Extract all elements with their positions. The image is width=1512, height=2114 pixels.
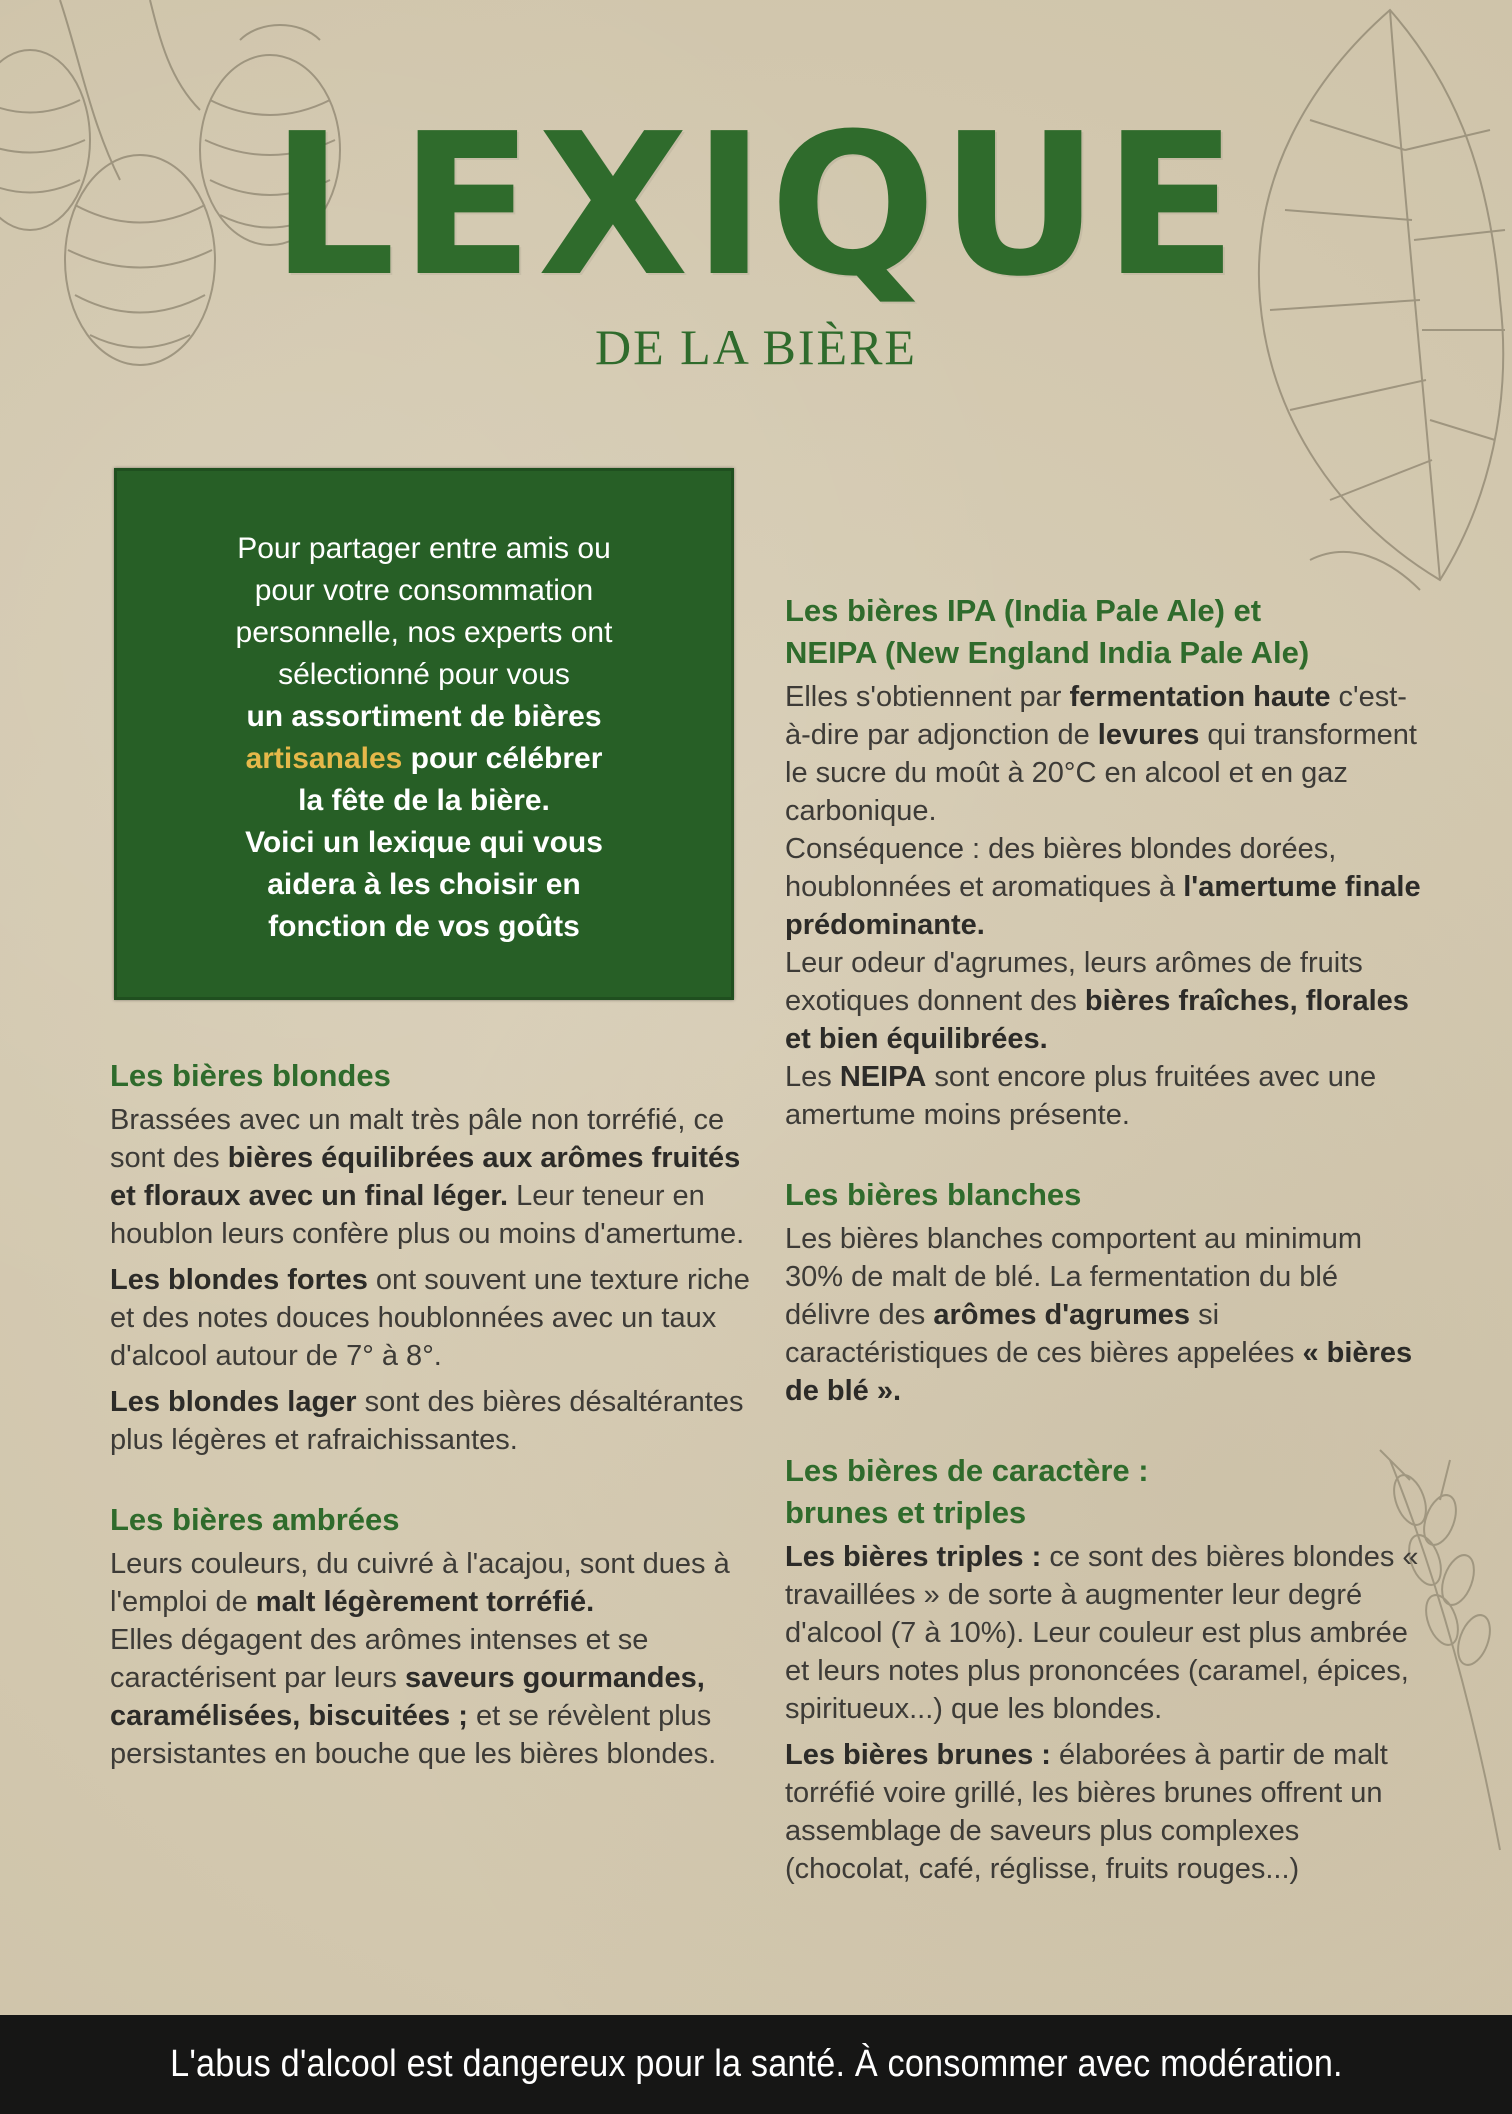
paragraph: Elles dégagent des arômes intenses et se caractérisent par leurs saveurs gourmandes, caramélisées, biscuitées ; et se révèlent plus persistantes en bouche que les bières blondes. [110, 1624, 717, 1770]
section-heading: Les bières blanches [785, 1177, 1082, 1212]
paragraph: Les bières brunes : élaborées à partir de malt torréfié voire grillé, les bières brunes offrent un assemblage de saveurs plus complexes (chocolat, café, réglisse, fruits rouges...) [785, 1739, 1388, 1885]
section-blanches [785, 1174, 1425, 1410]
health-warning-banner [0, 2015, 1512, 2114]
paragraph: Les blondes lager sont des bières désaltérantes plus légères et rafraichissantes. [110, 1386, 744, 1456]
intro-line: pour votre consommation [254, 574, 594, 607]
section-heading: Les bières blondes [110, 1058, 391, 1093]
paragraph: Les bières triples : ce sont des bières blondes « travaillées » de sorte à augmenter leur degré d'alcool (7 à 10%). Leur couleur est plus ambrée et leurs notes plus prononcées (caramel, épices, spiritueux...) que les blondes. [785, 1541, 1419, 1725]
intro-highlight: artisanales [245, 742, 403, 775]
page-title: LEXIQUE [270, 92, 1242, 320]
intro-line-highlight [142, 738, 706, 780]
section-caractere [785, 1450, 1425, 1888]
intro-line: Pour partager entre amis ou [237, 532, 611, 565]
left-column [110, 1055, 750, 1813]
right-column [785, 590, 1425, 1928]
paragraph: Les NEIPA sont encore plus fruitées avec une amertume moins présente. [785, 1061, 1377, 1131]
paragraph: Leurs couleurs, du cuivré à l'acajou, sont dues à l'emploi de malt légèrement torréfié. [110, 1548, 730, 1618]
paragraph: Les bières blanches comportent au minimum 30% de malt de blé. La fermentation du blé délivre des arômes d'agrumes si caractéristiques de ces bières appelées « bières de blé ». [785, 1223, 1413, 1407]
intro-line: la fête de la bière. [298, 784, 550, 817]
intro-line: un assortiment de bières [246, 700, 602, 733]
intro-line: Voici un lexique qui vous [245, 826, 603, 859]
paragraph: Brassées avec un malt très pâle non torréfié, ce sont des bières équilibrées aux arômes fruités et floraux avec un final léger. Leur teneur en houblon leurs confère plus ou moins d'amertume. [110, 1104, 745, 1250]
section-heading: Les bières IPA (India Pale Ale) et NEIPA (New England India Pale Ale) [785, 593, 1310, 670]
intro-line: pour célébrer [402, 742, 603, 775]
paragraph: Conséquence : des bières blondes dorées, houblonnées et aromatiques à l'amertume finale prédominante. [785, 833, 1421, 941]
health-warning-text: L'abus d'alcool est dangereux pour la santé. À consommer avec modération. [169, 2043, 1343, 2085]
section-ipa [785, 590, 1425, 1134]
intro-box [114, 468, 734, 1000]
paragraph: Elles s'obtiennent par fermentation haute c'est-à-dire par adjonction de levures qui transforment le sucre du moût à 20°C en alcool et en gaz carbonique. [785, 681, 1417, 827]
page-subtitle: DE LA BIÈRE [595, 319, 917, 375]
intro-line: fonction de vos goûts [268, 910, 580, 943]
intro-line: aidera à les choisir en [267, 868, 581, 901]
intro-line: personnelle, nos experts ont [235, 616, 613, 649]
intro-line: sélectionné pour vous [278, 658, 570, 691]
section-heading: Les bières de caractère : brunes et triples [785, 1453, 1149, 1530]
section-ambrees [110, 1499, 750, 1773]
paragraph: Leur odeur d'agrumes, leurs arômes de fruits exotiques donnent des bières fraîches, florales et bien équilibrées. [785, 947, 1409, 1055]
paragraph: Les blondes fortes ont souvent une texture riche et des notes douces houblonnées avec un taux d'alcool autour de 7° à 8°. [110, 1264, 750, 1372]
section-blondes [110, 1055, 750, 1459]
section-heading: Les bières ambrées [110, 1502, 400, 1537]
